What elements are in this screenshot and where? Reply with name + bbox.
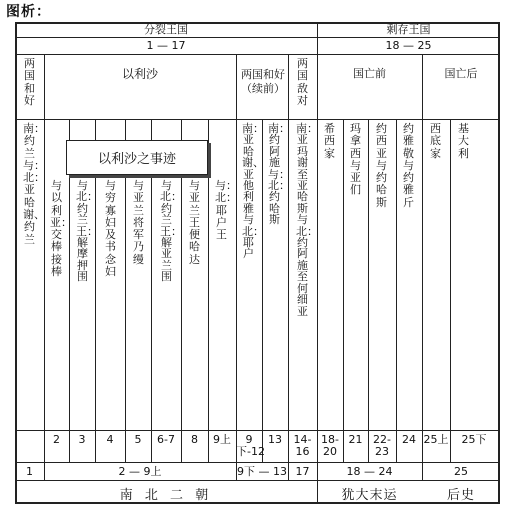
col-text: 与亚兰王便哈达 — [189, 179, 200, 266]
chart-table — [15, 22, 500, 504]
col-text: 与亚兰将军乃缦 — [133, 179, 144, 266]
chapter-ref: 24 — [402, 433, 416, 446]
col-text: 玛拿西与亚们 — [350, 122, 361, 197]
chapter-ref: 22-23 — [373, 433, 391, 458]
figure-caption: 图析： — [6, 4, 51, 20]
col-text: 西底家 — [430, 122, 441, 160]
chapter-ref: 18-20 — [321, 433, 339, 458]
col-text: 约西亚与约哈斯 — [376, 122, 387, 209]
chapter-ref: 9下-12 — [236, 433, 265, 458]
chapter-ref: 8 — [191, 433, 198, 446]
col-text: 南：约阿施与：北：约哈斯 — [268, 122, 290, 227]
chapter-group: 17 — [295, 465, 310, 478]
elisha-deeds-box: 以利沙之事迹 — [66, 140, 208, 175]
chapter-ref: 13 — [268, 433, 282, 446]
divided-kingdom-title: 分裂王国 — [144, 23, 188, 36]
chapter-ref: 2 — [53, 433, 60, 446]
era-judah-end: 犹大末运 — [341, 488, 398, 503]
chapter-group: 2 — 9上 — [118, 465, 162, 478]
col-text: 南：亚玛谢至亚哈斯与北：约阿施至何细亚 — [296, 122, 318, 318]
remaining-kingdom-range: 18 — 25 — [385, 39, 432, 52]
col-text: 希西家 — [324, 122, 335, 160]
era-aftermath: 后史 — [446, 488, 475, 503]
divided-kingdom-range: 1 — 17 — [146, 39, 186, 52]
col-text: 约雅敬与约雅斤 — [403, 122, 414, 209]
col-text: 与以利亚：交棒接棒 — [50, 179, 72, 279]
chapter-group: 25 — [454, 465, 468, 478]
chapter-ref: 6-7 — [157, 433, 175, 446]
col-text: 与：北：耶户王 — [215, 179, 237, 242]
chapter-ref: 25下 — [461, 433, 487, 446]
chapter-ref: 4 — [106, 433, 114, 446]
remaining-kingdom-title: 剩存王国 — [386, 23, 431, 36]
chapter-ref: 3 — [78, 433, 86, 446]
chapter-ref: 5 — [134, 433, 142, 446]
section-hostile: 两国敌对 — [297, 57, 308, 107]
col-text: 与北：约兰王：解摩押围 — [76, 179, 98, 284]
section-pre-fall: 国亡前 — [353, 67, 386, 80]
section-elisha: 以利沙 — [121, 67, 158, 81]
chapter-group: 18 — 24 — [346, 465, 393, 478]
col-text: 南：约兰与：北：亚哈谢、约兰 — [23, 122, 45, 246]
section-friendly-cont: 两国和好（续前） — [241, 68, 285, 95]
col-text: 与北：约兰王：解亚兰围 — [160, 179, 182, 284]
section-friendly: 两国和好 — [24, 57, 35, 107]
chapter-ref: 21 — [348, 433, 363, 446]
chapter-ref: 25上 — [423, 433, 449, 446]
chapter-group: 9下 — 13 — [237, 465, 287, 478]
chapter-ref: 14-16 — [293, 433, 312, 458]
chapter-ref: 9上 — [213, 433, 231, 446]
era-north-south: 南 北 二 朝 — [119, 488, 213, 503]
chapter-group: 1 — [26, 465, 33, 478]
section-post-fall: 国亡后 — [444, 67, 478, 80]
col-text: 南：亚哈谢、亚他利雅与北：耶户 — [242, 122, 264, 261]
col-text: 基大利 — [458, 122, 469, 160]
col-text: 与穷寡妇及书念妇 — [105, 179, 116, 279]
